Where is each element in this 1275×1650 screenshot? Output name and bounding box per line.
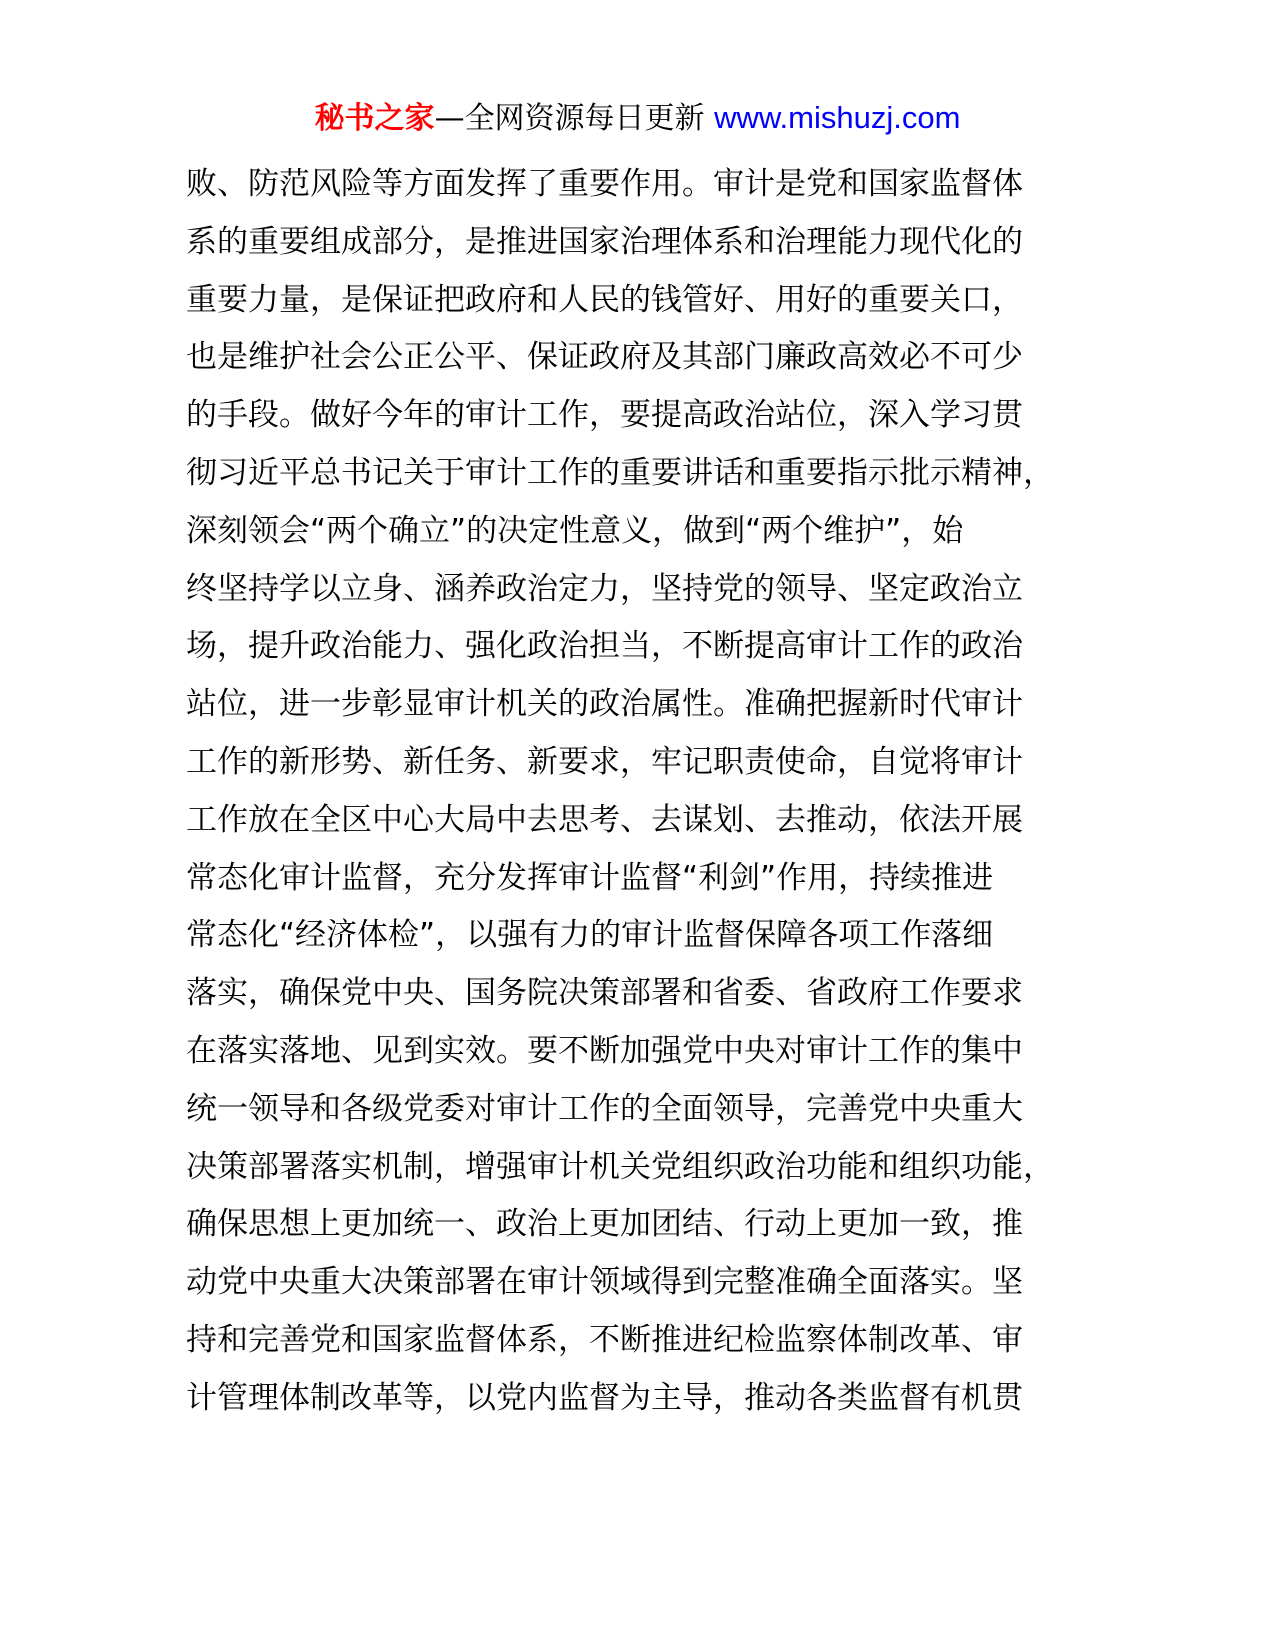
header-tagline: —全网资源每日更新 xyxy=(434,101,715,136)
body-line: 持和完善党和国家监督体系，不断推进纪检监察体制改革、审 xyxy=(186,1321,1023,1358)
body-line: 败、防范风险等方面发挥了重要作用。审计是党和国家监督体 xyxy=(186,166,1023,202)
page-header xyxy=(0,98,1275,139)
body-line: 常态化审计监督，充分发挥审计监督“利剑”作用，持续推进 xyxy=(186,859,994,896)
body-line: 落实，确保党中央、国务院决策部署和省委、省政府工作要求 xyxy=(186,975,1023,1012)
body-line: 决策部署落实机制，增强审计机关党组织政治功能和组织功能， xyxy=(186,1148,1054,1185)
body-line: 统一领导和各级党委对审计工作的全面领导，完善党中央重大 xyxy=(186,1090,1023,1127)
body-line: 重要力量，是保证把政府和人民的钱管好、用好的重要关口， xyxy=(186,281,1023,318)
body-line: 也是维护社会公正公平、保证政府及其部门廉政高效必不可少 xyxy=(186,339,1023,376)
body-line: 动党中央重大决策部署在审计领域得到完整准确全面落实。坚 xyxy=(186,1264,1023,1301)
header-brand: 秘书之家 xyxy=(314,101,435,136)
header-url-link[interactable]: www.mishuzj.com xyxy=(714,100,961,135)
body-line: 系的重要组成部分，是推进国家治理体系和治理能力现代化的 xyxy=(186,223,1023,260)
body-line: 工作放在全区中心大局中去思考、去谋划、去推动，依法开展 xyxy=(186,801,1023,838)
body-line: 站位，进一步彰显审计机关的政治属性。准确把握新时代审计 xyxy=(186,686,1023,723)
body-line: 确保思想上更加统一、政治上更加团结、行动上更加一致，推 xyxy=(186,1206,1023,1243)
body-text xyxy=(186,156,1106,1428)
body-line: 场，提升政治能力、强化政治担当，不断提高审计工作的政治 xyxy=(186,628,1023,665)
body-line: 计管理体制改革等，以党内监督为主导，推动各类监督有机贯 xyxy=(186,1379,1023,1416)
body-line: 彻习近平总书记关于审计工作的重要讲话和重要指示批示精神， xyxy=(186,454,1054,491)
body-line: 在落实落地、见到实效。要不断加强党中央对审计工作的集中 xyxy=(186,1032,1023,1069)
body-line: 终坚持学以立身、涵养政治定力，坚持党的领导、坚定政治立 xyxy=(186,570,1023,607)
body-line: 工作的新形势、新任务、新要求，牢记职责使命，自觉将审计 xyxy=(186,743,1023,780)
body-line: 常态化“经济体检”，以强有力的审计监督保障各项工作落细 xyxy=(186,917,994,954)
body-line: 的手段。做好今年的审计工作，要提高政治站位，深入学习贯 xyxy=(186,397,1023,434)
body-line: 深刻领会“两个确立”的决定性意义，做到“两个维护”，始 xyxy=(186,512,964,549)
